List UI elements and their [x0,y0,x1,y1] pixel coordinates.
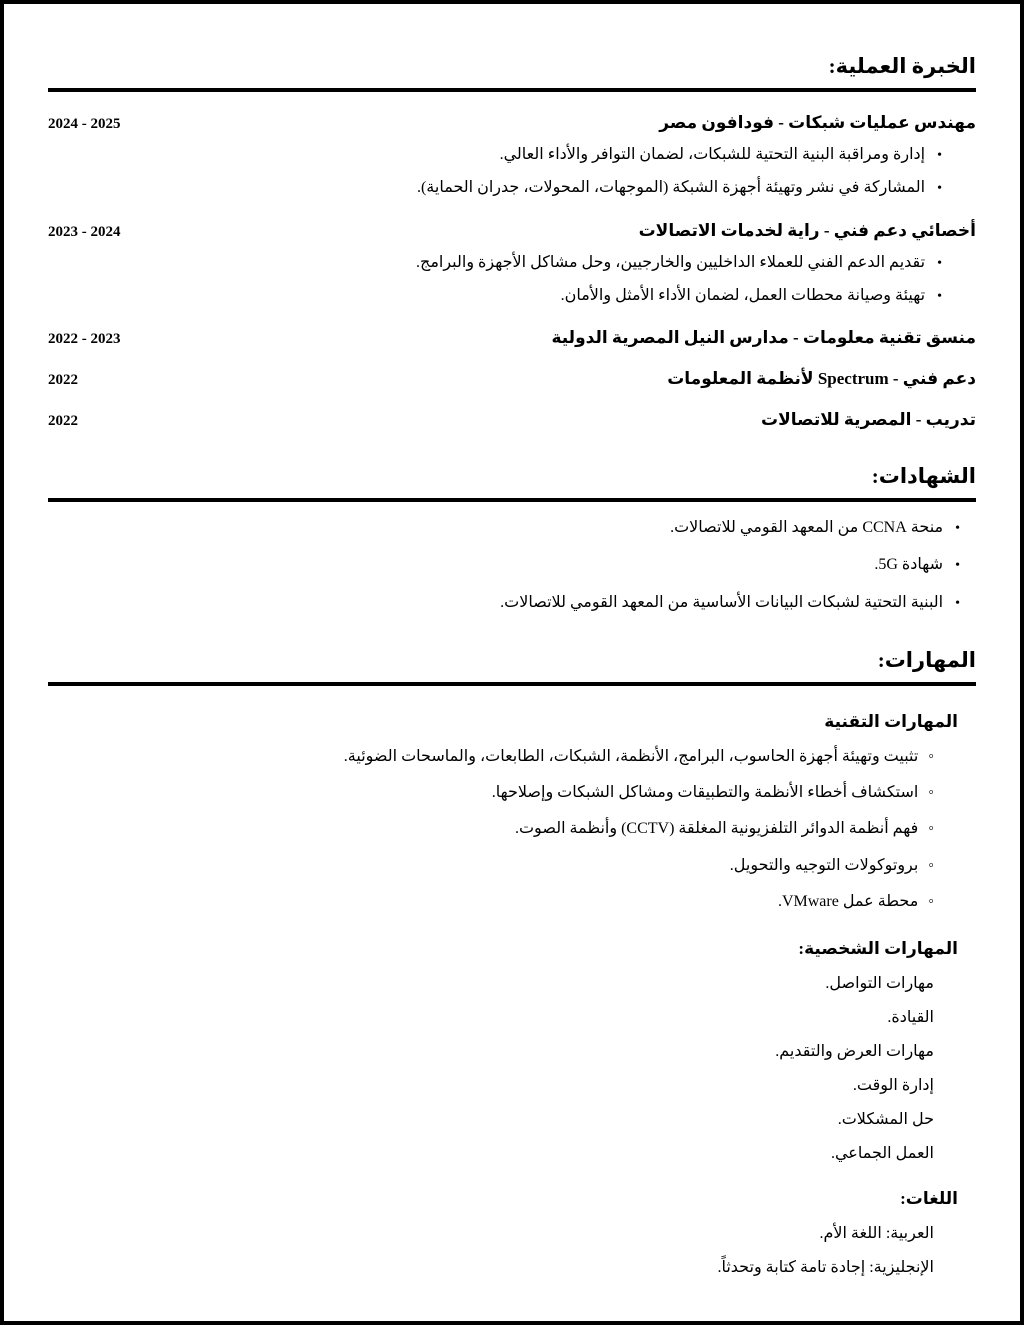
entry-head [48,369,976,389]
language-item: العربية: اللغة الأم. [819,1225,934,1243]
certificate-item: • شهادة 5G. [48,553,960,576]
skills-heading: المهارات: [877,648,976,673]
job-bullet: • تقديم الدعم الفني للعملاء الداخليين والخارجيين، وحل مشاكل الأجهزة والبرامج. [48,251,942,274]
language-item: الإنجليزية: إجادة تامة كتابة وتحدثاً. [717,1259,934,1277]
personal-skill-item: مهارات العرض والتقديم. [775,1043,934,1061]
job-title: مهندس عمليات شبكات - فودافون مصر [659,113,976,132]
experience-entry [48,113,976,200]
job-dates: 2024 - 2025 [48,116,121,132]
job-bullet: • المشاركة في نشر وتهيئة أجهزة الشبكة (الموجهات، المحولات، جدران الحماية). [48,176,942,199]
section-certificates [48,464,976,614]
job-bullet: • إدارة ومراقبة البنية التحتية للشبكات، لضمان التوافر والأداء العالي. [48,143,942,166]
experience-divider [48,88,976,92]
job-bullet: • تهيئة وصيانة محطات العمل، لضمان الأداء الأمثل والأمان. [48,284,942,307]
certificate-item: • البنية التحتية لشبكات البيانات الأساسية من المعهد القومي للاتصالات. [48,591,960,614]
job-dates: 2022 - 2023 [48,331,121,348]
experience-entry [48,328,976,348]
job-bullet-list [48,143,976,200]
job-title: أخصائي دعم فني - راية لخدمات الاتصالات [638,220,976,240]
experience-entry [48,221,976,308]
personal-skill-item: إدارة الوقت. [852,1077,934,1095]
entry-head [48,410,976,430]
entry-head [48,328,976,348]
job-dates: 2022 [48,413,78,430]
entry-head [48,221,976,241]
personal-skill-item: العمل الجماعي. [830,1145,934,1163]
technical-skill-item: ◦ بروتوكولات التوجيه والتحويل. [48,854,934,877]
certificates-divider [48,498,976,502]
skills-divider [48,682,976,686]
section-experience [48,54,976,430]
languages-list [48,1223,976,1277]
certificates-list [48,516,976,614]
job-title: دعم فني - Spectrum لأنظمة المعلومات [667,369,976,389]
personal-skills-list [48,973,976,1163]
experience-entry [48,410,976,430]
entry-head [48,113,976,133]
personal-skill-item: حل المشكلات. [837,1111,934,1129]
technical-skills-list [48,745,976,913]
technical-skill-item: ◦ استكشاف أخطاء الأنظمة والتطبيقات ومشاكل الشبكات وإصلاحها. [48,781,934,804]
technical-skill-item: ◦ فهم أنظمة الدوائر التلفزيونية المغلقة (CCTV) وأنظمة الصوت. [48,817,934,840]
experience-heading: الخبرة العملية: [828,54,976,78]
technical-skills-heading: المهارات التقنية [824,712,958,732]
job-title: تدريب - المصرية للاتصالات [761,410,976,430]
technical-skill-item: ◦ محطة عمل VMware. [48,890,934,913]
section-skills [48,648,976,1277]
certificate-item: • منحة CCNA من المعهد القومي للاتصالات. [48,516,960,539]
experience-entry [48,369,976,389]
job-title: منسق تقنية معلومات - مدارس النيل المصرية الدولية [551,328,976,348]
job-dates: 2023 - 2024 [48,223,121,240]
personal-skill-item: مهارات التواصل. [825,975,934,993]
job-dates: 2022 [48,372,78,389]
certificates-heading: الشهادات: [871,464,976,489]
personal-skill-item: القيادة. [887,1009,934,1027]
technical-skill-item: ◦ تثبيت وتهيئة أجهزة الحاسوب، البرامج، الأنظمة، الشبكات، الطابعات، والماسحات الضوئية. [48,745,934,768]
languages-heading: اللغات: [900,1189,958,1209]
job-bullet-list [48,251,976,308]
personal-skills-heading: المهارات الشخصية: [798,939,958,959]
